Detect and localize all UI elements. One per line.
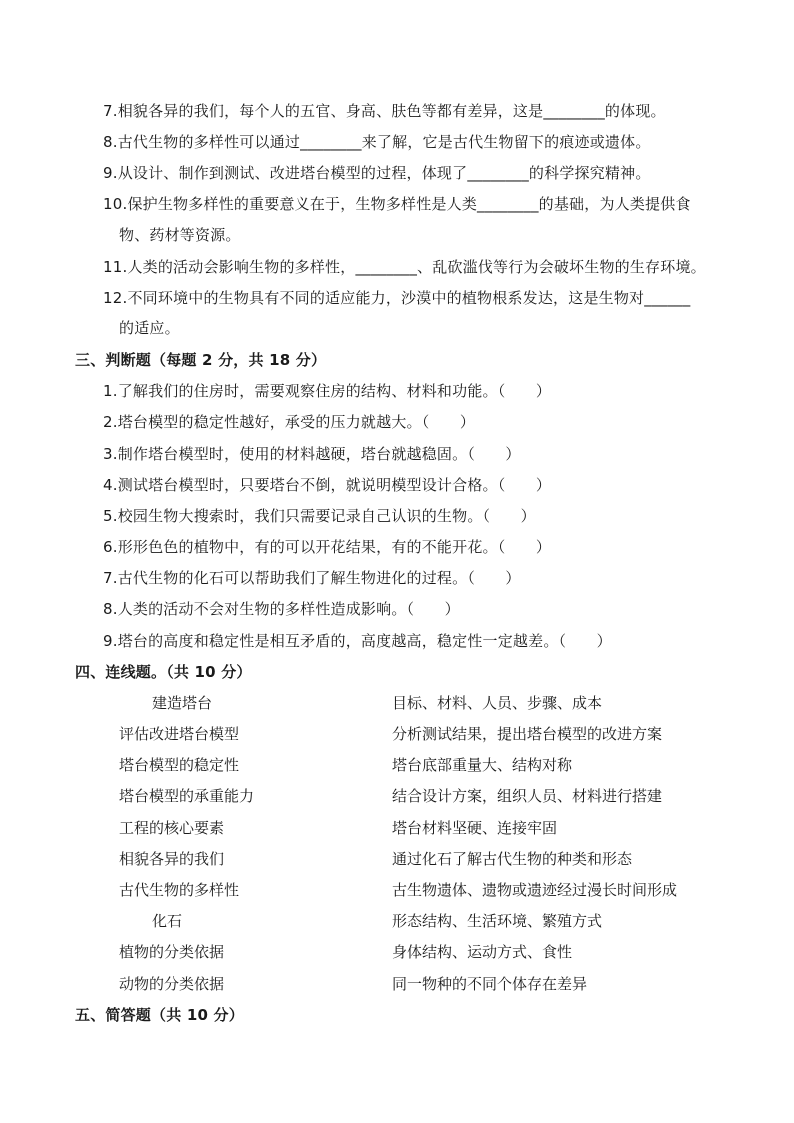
matching-right-item: 结合设计方案，组织人员、材料进行搭建 (392, 787, 663, 805)
matching-right-item: 塔台材料坚硬、连接牢固 (392, 819, 558, 837)
fill-in-q10-line2: 物、药材等资源。 (119, 226, 241, 244)
fill-in-q9: 9.从设计、制作到测试、改进塔台模型的过程，体现了________的科学探究精神。 (103, 164, 651, 182)
matching-right-item: 同一物种的不同个体存在差异 (392, 975, 588, 993)
matching-right-item: 塔台底部重量大、结构对称 (392, 756, 573, 774)
matching-right-item: 通过化石了解古代生物的种类和形态 (392, 850, 633, 868)
matching-right-item: 古生物遗体、遗物或遗迹经过漫长时间形成 (392, 881, 678, 899)
matching-left-item: 工程的核心要素 (119, 819, 225, 837)
judge-item: 3.制作塔台模型时，使用的材料越硬，塔台就越稳固。（ ） (103, 445, 521, 463)
judge-item: 6.形形色色的植物中，有的可以开花结果，有的不能开花。（ ） (103, 538, 552, 556)
fill-in-q8: 8.古代生物的多样性可以通过________来了解，它是古代生物留下的痕迹或遗体。 (103, 133, 651, 151)
matching-left-item: 植物的分类依据 (119, 943, 225, 961)
matching-left-item: 古代生物的多样性 (119, 881, 240, 899)
matching-left-item: 动物的分类依据 (119, 975, 225, 993)
judge-item: 4.测试塔台模型时，只要塔台不倒，就说明模型设计合格。（ ） (103, 476, 552, 494)
fill-in-q11: 11.人类的活动会影响生物的多样性，________、乱砍滥伐等行为会破坏生物的生存环境。 (103, 258, 706, 276)
matching-left-item: 塔台模型的稳定性 (119, 756, 240, 774)
section-heading-matching: 四、连线题。（共 10 分） (75, 663, 252, 681)
judge-item: 1.了解我们的住房时，需要观察住房的结构、材料和功能。（ ） (103, 382, 552, 400)
fill-in-q10-line1: 10.保护生物多样性的重要意义在于，生物多样性是人类________的基础，为人类提供食 (103, 195, 691, 213)
judge-item: 7.古代生物的化石可以帮助我们了解生物进化的过程。（ ） (103, 569, 521, 587)
matching-right-item: 分析测试结果，提出塔台模型的改进方案 (392, 725, 663, 743)
matching-right-item: 身体结构、运动方式、食性 (392, 943, 573, 961)
fill-in-q12-line2: 的适应。 (119, 319, 180, 337)
section-heading-judge: 三、判断题（每题 2 分，共 18 分） (75, 351, 327, 369)
fill-in-q7: 7.相貌各异的我们，每个人的五官、身高、肤色等都有差异，这是________的体现。 (103, 102, 666, 120)
matching-left-item: 化石 (152, 912, 183, 930)
judge-item: 8.人类的活动不会对生物的多样性造成影响。（ ） (103, 600, 460, 618)
matching-left-item: 建造塔台 (152, 694, 213, 712)
judge-item: 2.塔台模型的稳定性越好，承受的压力就越大。（ ） (103, 413, 476, 431)
section-heading-short-answer: 五、简答题（共 10 分） (75, 1006, 244, 1024)
matching-right-item: 目标、材料、人员、步骤、成本 (392, 694, 603, 712)
judge-item: 5.校园生物大搜索时，我们只需要记录自己认识的生物。（ ） (103, 507, 536, 525)
judge-item: 9.塔台的高度和稳定性是相互矛盾的，高度越高，稳定性一定越差。（ ） (103, 632, 612, 650)
matching-left-item: 相貌各异的我们 (119, 850, 225, 868)
matching-right-item: 形态结构、生活环境、繁殖方式 (392, 912, 603, 930)
fill-in-q12-line1: 12.不同环境中的生物具有不同的适应能力，沙漠中的植物根系发达，这是生物对______ (103, 289, 691, 307)
matching-left-item: 评估改进塔台模型 (119, 725, 240, 743)
matching-left-item: 塔台模型的承重能力 (119, 787, 255, 805)
